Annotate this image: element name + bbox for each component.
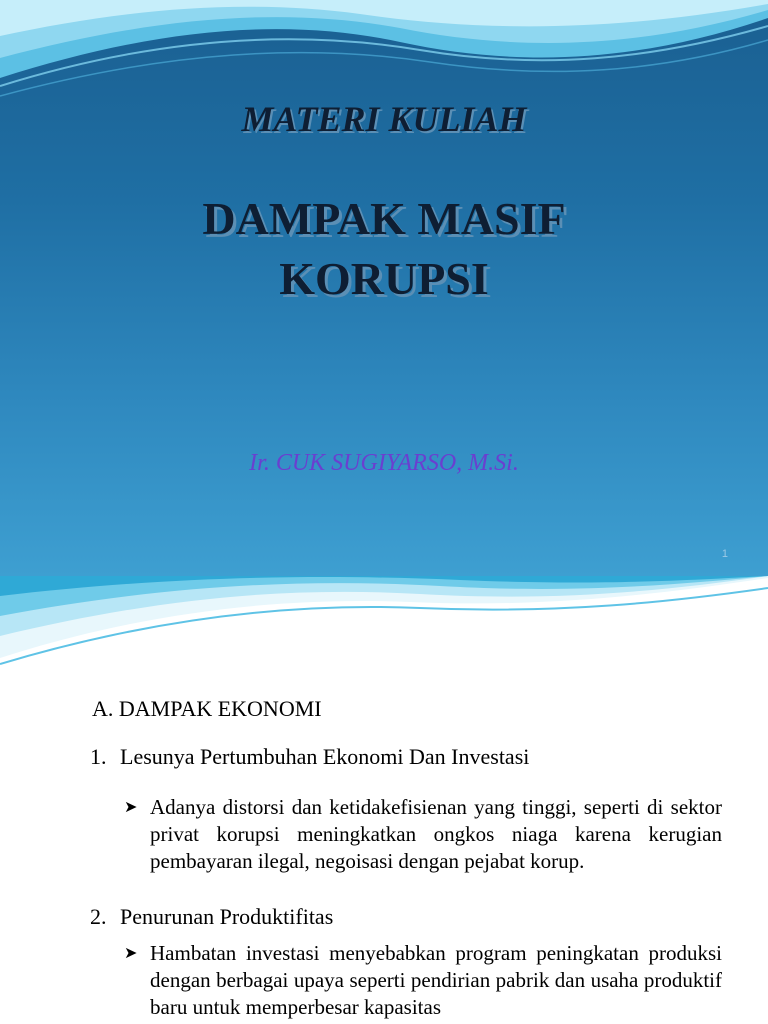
slide-title-line2: KORUPSI (279, 253, 489, 304)
bullet-text: Hambatan investasi menyebabkan program peningkatan produksi dengan berbagai upaya seperti pendirian pabrik dan usaha produktif baru untuk memperbesar kapasitas (150, 941, 722, 1019)
item-number: 2. (90, 904, 107, 929)
item-title: Penurunan Produktifitas (120, 904, 334, 929)
content-slide (0, 576, 768, 1024)
author-name: Ir. CUK SUGIYARSO, M.Si. (249, 450, 519, 476)
page-number: 1 (721, 548, 728, 560)
arrow-bullet-icon: ➤ (124, 799, 138, 816)
bullet-2 (124, 940, 722, 1021)
arrow-bullet-icon: ➤ (124, 945, 138, 962)
item-title: Lesunya Pertumbuhan Ekonomi Dan Investasi (120, 744, 530, 769)
item-number: 1. (90, 744, 107, 769)
section-heading: A. DAMPAK EKONOMI (92, 696, 322, 721)
list-item-2 (90, 904, 333, 930)
bullet-text: Adanya distorsi dan ketidakefisienan yang tinggi, seperti di sektor privat korupsi meningkatkan ongkos niaga karena kerugian pembayaran ilegal, negoisasi dengan pejabat korup. (150, 795, 722, 873)
slide-subtitle: MATERI KULIAH (241, 99, 527, 139)
list-item-1 (90, 744, 529, 770)
wave-header (0, 576, 768, 666)
wave-decoration (0, 0, 768, 110)
bullet-1 (124, 794, 722, 875)
slide-title-line1: DAMPAK MASIF (202, 193, 566, 244)
